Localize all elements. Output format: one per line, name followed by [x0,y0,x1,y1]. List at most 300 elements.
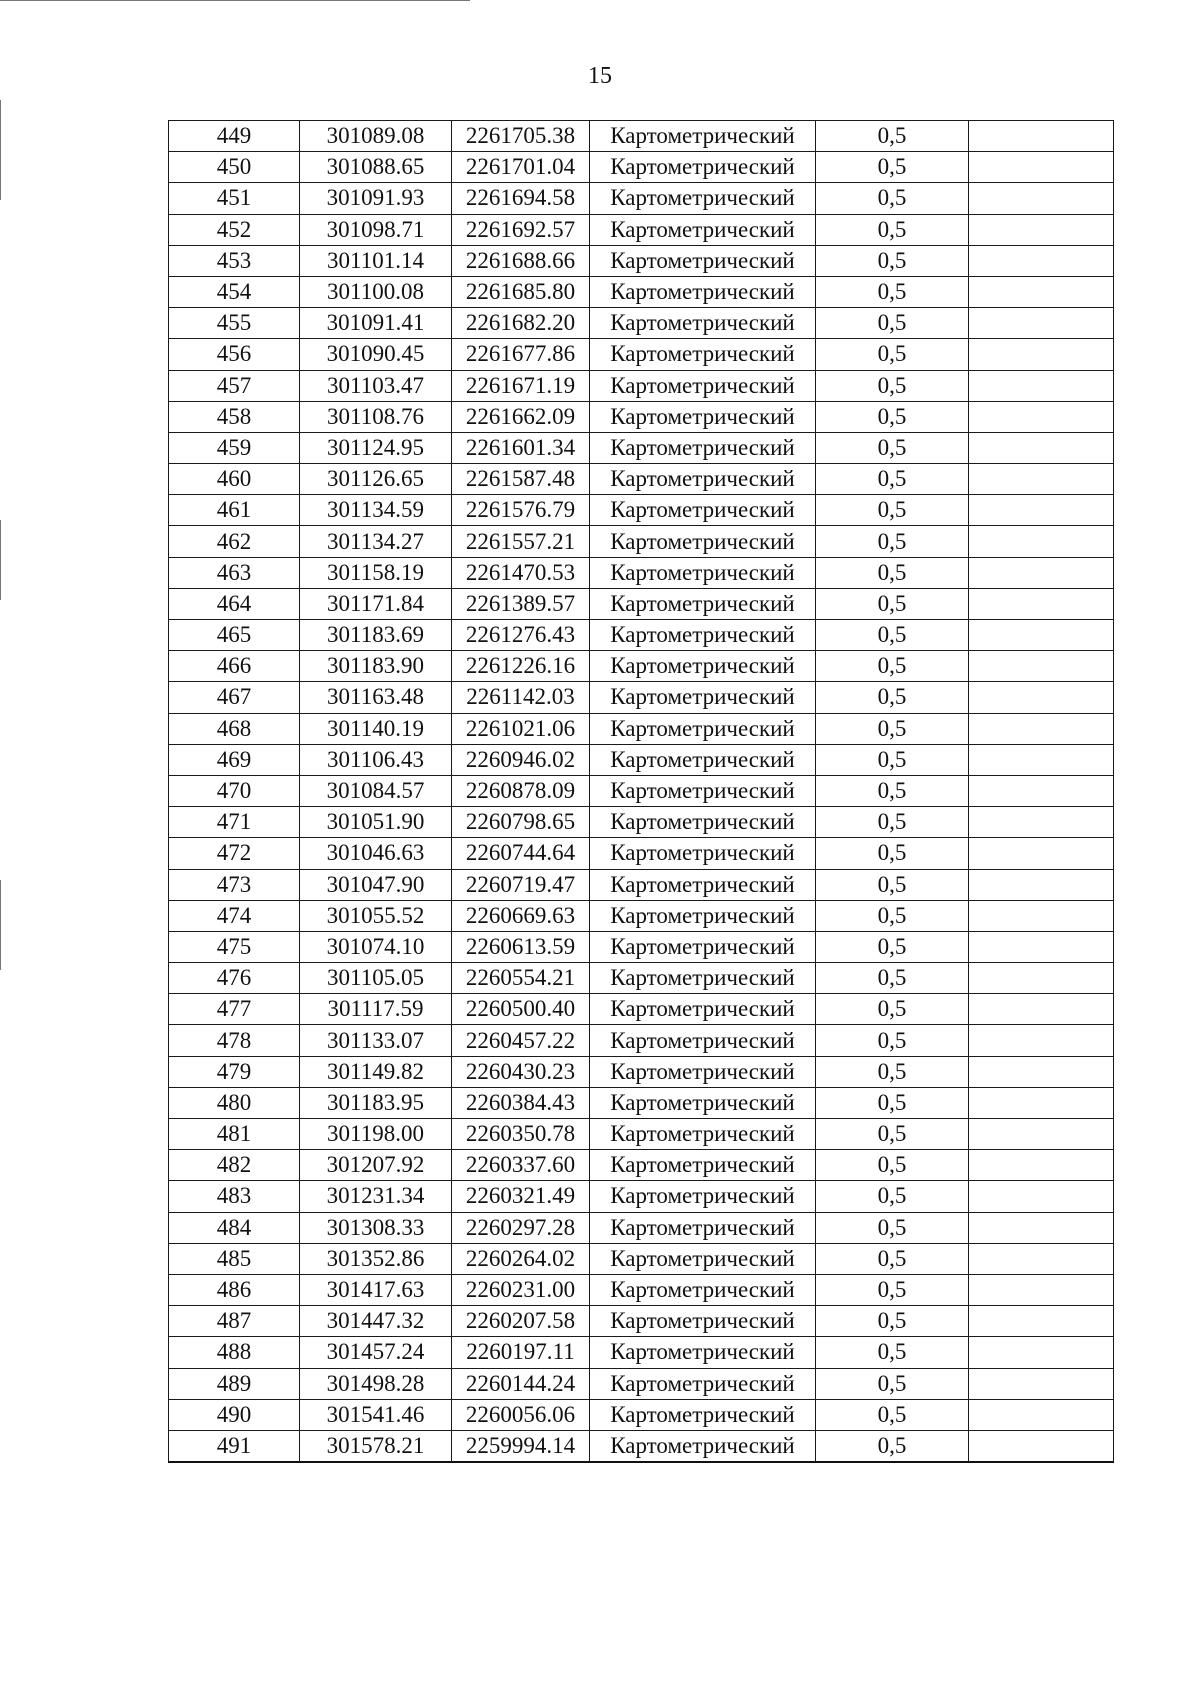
point-number-cell: 454 [169,276,300,307]
point-number-cell: 450 [169,152,300,183]
method-cell: Картометрический [590,432,816,463]
y-coordinate-cell: 2261662.09 [452,401,590,432]
method-cell: Картометрический [590,526,816,557]
accuracy-cell: 0,5 [816,339,969,370]
method-cell: Картометрический [590,931,816,962]
x-coordinate-cell: 301088.65 [300,152,452,183]
accuracy-cell: 0,5 [816,588,969,619]
point-number-cell: 474 [169,900,300,931]
table-row [169,276,1114,307]
note-cell [969,432,1114,463]
x-coordinate-cell: 301149.82 [300,1056,452,1087]
point-number-cell: 480 [169,1087,300,1118]
y-coordinate-cell: 2260264.02 [452,1243,590,1274]
point-number-cell: 460 [169,464,300,495]
note-cell [969,838,1114,869]
x-coordinate-cell: 301171.84 [300,588,452,619]
point-number-cell: 489 [169,1368,300,1399]
table-row [169,557,1114,588]
method-cell: Картометрический [590,963,816,994]
point-number-cell: 453 [169,245,300,276]
table-row [169,682,1114,713]
accuracy-cell: 0,5 [816,963,969,994]
point-number-cell: 476 [169,963,300,994]
method-cell: Картометрический [590,1212,816,1243]
point-number-cell: 469 [169,744,300,775]
note-cell [969,1056,1114,1087]
y-coordinate-cell: 2260430.23 [452,1056,590,1087]
note-cell [969,1337,1114,1368]
accuracy-cell: 0,5 [816,900,969,931]
accuracy-cell: 0,5 [816,1181,969,1212]
x-coordinate-cell: 301101.14 [300,245,452,276]
method-cell: Картометрический [590,1243,816,1274]
table-row [169,1399,1114,1430]
y-coordinate-cell: 2261587.48 [452,464,590,495]
note-cell [969,744,1114,775]
y-coordinate-cell: 2260500.40 [452,994,590,1025]
note-cell [969,1368,1114,1399]
accuracy-cell: 0,5 [816,495,969,526]
point-number-cell: 466 [169,651,300,682]
x-coordinate-cell: 301417.63 [300,1274,452,1305]
table-row [169,651,1114,682]
point-number-cell: 456 [169,339,300,370]
table-row [169,775,1114,806]
method-cell: Картометрический [590,1274,816,1305]
table-row [169,526,1114,557]
point-number-cell: 452 [169,214,300,245]
point-number-cell: 488 [169,1337,300,1368]
note-cell [969,869,1114,900]
x-coordinate-cell: 301124.95 [300,432,452,463]
method-cell: Картометрический [590,1368,816,1399]
note-cell [969,526,1114,557]
method-cell: Картометрический [590,1025,816,1056]
point-number-cell: 490 [169,1399,300,1430]
y-coordinate-cell: 2261692.57 [452,214,590,245]
point-number-cell: 486 [169,1274,300,1305]
point-number-cell: 451 [169,183,300,214]
point-number-cell: 477 [169,994,300,1025]
method-cell: Картометрический [590,1181,816,1212]
accuracy-cell: 0,5 [816,682,969,713]
point-number-cell: 465 [169,620,300,651]
method-cell: Картометрический [590,1150,816,1181]
method-cell: Картометрический [590,1087,816,1118]
note-cell [969,994,1114,1025]
method-cell: Картометрический [590,838,816,869]
method-cell: Картометрический [590,1306,816,1337]
method-cell: Картометрический [590,214,816,245]
point-number-cell: 473 [169,869,300,900]
note-cell [969,1181,1114,1212]
accuracy-cell: 0,5 [816,651,969,682]
y-coordinate-cell: 2261677.86 [452,339,590,370]
note-cell [969,682,1114,713]
accuracy-cell: 0,5 [816,464,969,495]
y-coordinate-cell: 2260231.00 [452,1274,590,1305]
note-cell [969,1399,1114,1430]
method-cell: Картометрический [590,245,816,276]
note-cell [969,807,1114,838]
accuracy-cell: 0,5 [816,838,969,869]
y-coordinate-cell: 2261226.16 [452,651,590,682]
note-cell [969,1430,1114,1462]
y-coordinate-cell: 2260144.24 [452,1368,590,1399]
note-cell [969,557,1114,588]
y-coordinate-cell: 2261021.06 [452,713,590,744]
x-coordinate-cell: 301103.47 [300,370,452,401]
table-row [169,1430,1114,1462]
method-cell: Картометрический [590,1119,816,1150]
table-row [169,432,1114,463]
y-coordinate-cell: 2261685.80 [452,276,590,307]
note-cell [969,152,1114,183]
method-cell: Картометрический [590,1056,816,1087]
note-cell [969,121,1114,152]
table-row [169,121,1114,152]
point-number-cell: 484 [169,1212,300,1243]
accuracy-cell: 0,5 [816,1087,969,1118]
note-cell [969,651,1114,682]
x-coordinate-cell: 301447.32 [300,1306,452,1337]
y-coordinate-cell: 2260719.47 [452,869,590,900]
accuracy-cell: 0,5 [816,276,969,307]
method-cell: Картометрический [590,1399,816,1430]
table-row [169,1368,1114,1399]
table-row [169,1306,1114,1337]
method-cell: Картометрический [590,1430,816,1462]
accuracy-cell: 0,5 [816,869,969,900]
x-coordinate-cell: 301098.71 [300,214,452,245]
table-row [169,370,1114,401]
point-number-cell: 468 [169,713,300,744]
point-number-cell: 487 [169,1306,300,1337]
x-coordinate-cell: 301134.27 [300,526,452,557]
x-coordinate-cell: 301047.90 [300,869,452,900]
y-coordinate-cell: 2261276.43 [452,620,590,651]
y-coordinate-cell: 2261705.38 [452,121,590,152]
method-cell: Картометрический [590,183,816,214]
accuracy-cell: 0,5 [816,526,969,557]
x-coordinate-cell: 301498.28 [300,1368,452,1399]
x-coordinate-cell: 301091.41 [300,308,452,339]
point-number-cell: 485 [169,1243,300,1274]
accuracy-cell: 0,5 [816,1399,969,1430]
x-coordinate-cell: 301183.69 [300,620,452,651]
y-coordinate-cell: 2260457.22 [452,1025,590,1056]
x-coordinate-cell: 301074.10 [300,931,452,962]
y-coordinate-cell: 2261142.03 [452,682,590,713]
point-number-cell: 481 [169,1119,300,1150]
x-coordinate-cell: 301183.90 [300,651,452,682]
y-coordinate-cell: 2261694.58 [452,183,590,214]
method-cell: Картометрический [590,744,816,775]
point-number-cell: 461 [169,495,300,526]
note-cell [969,183,1114,214]
y-coordinate-cell: 2260669.63 [452,900,590,931]
y-coordinate-cell: 2260297.28 [452,1212,590,1243]
method-cell: Картометрический [590,495,816,526]
y-coordinate-cell: 2260197.11 [452,1337,590,1368]
accuracy-cell: 0,5 [816,401,969,432]
x-coordinate-cell: 301207.92 [300,1150,452,1181]
point-number-cell: 462 [169,526,300,557]
scan-artifact-left-3 [0,880,1,970]
note-cell [969,1243,1114,1274]
point-number-cell: 470 [169,775,300,806]
accuracy-cell: 0,5 [816,1056,969,1087]
table-row [169,869,1114,900]
x-coordinate-cell: 301133.07 [300,1025,452,1056]
accuracy-cell: 0,5 [816,713,969,744]
accuracy-cell: 0,5 [816,214,969,245]
accuracy-cell: 0,5 [816,432,969,463]
table-row [169,1025,1114,1056]
note-cell [969,339,1114,370]
note-cell [969,276,1114,307]
method-cell: Картометрический [590,994,816,1025]
y-coordinate-cell: 2261682.20 [452,308,590,339]
x-coordinate-cell: 301090.45 [300,339,452,370]
note-cell [969,1274,1114,1305]
accuracy-cell: 0,5 [816,775,969,806]
note-cell [969,588,1114,619]
accuracy-cell: 0,5 [816,931,969,962]
method-cell: Картометрический [590,464,816,495]
y-coordinate-cell: 2261576.79 [452,495,590,526]
accuracy-cell: 0,5 [816,308,969,339]
table-row [169,464,1114,495]
accuracy-cell: 0,5 [816,807,969,838]
x-coordinate-cell: 301117.59 [300,994,452,1025]
method-cell: Картометрический [590,152,816,183]
x-coordinate-cell: 301051.90 [300,807,452,838]
x-coordinate-cell: 301231.34 [300,1181,452,1212]
y-coordinate-cell: 2260798.65 [452,807,590,838]
scan-artifact-top [0,0,470,1]
note-cell [969,1212,1114,1243]
point-number-cell: 458 [169,401,300,432]
y-coordinate-cell: 2260207.58 [452,1306,590,1337]
y-coordinate-cell: 2260321.49 [452,1181,590,1212]
note-cell [969,931,1114,962]
point-number-cell: 464 [169,588,300,619]
method-cell: Картометрический [590,869,816,900]
point-number-cell: 491 [169,1430,300,1462]
accuracy-cell: 0,5 [816,557,969,588]
method-cell: Картометрический [590,1337,816,1368]
table-row [169,744,1114,775]
point-number-cell: 472 [169,838,300,869]
table-row [169,620,1114,651]
table-row [169,1181,1114,1212]
table-row [169,807,1114,838]
y-coordinate-cell: 2261389.57 [452,588,590,619]
x-coordinate-cell: 301091.93 [300,183,452,214]
method-cell: Картометрический [590,713,816,744]
point-number-cell: 479 [169,1056,300,1087]
y-coordinate-cell: 2259994.14 [452,1430,590,1462]
method-cell: Картометрический [590,557,816,588]
coordinates-table-body [169,121,1114,1462]
y-coordinate-cell: 2260056.06 [452,1399,590,1430]
note-cell [969,245,1114,276]
table-row [169,1119,1114,1150]
accuracy-cell: 0,5 [816,370,969,401]
table-row [169,588,1114,619]
point-number-cell: 467 [169,682,300,713]
y-coordinate-cell: 2260350.78 [452,1119,590,1150]
point-number-cell: 449 [169,121,300,152]
y-coordinate-cell: 2261557.21 [452,526,590,557]
note-cell [969,401,1114,432]
table-row [169,1337,1114,1368]
x-coordinate-cell: 301134.59 [300,495,452,526]
accuracy-cell: 0,5 [816,1306,969,1337]
accuracy-cell: 0,5 [816,1430,969,1462]
point-number-cell: 471 [169,807,300,838]
method-cell: Картометрический [590,121,816,152]
point-number-cell: 463 [169,557,300,588]
y-coordinate-cell: 2261688.66 [452,245,590,276]
table-row [169,994,1114,1025]
x-coordinate-cell: 301046.63 [300,838,452,869]
note-cell [969,1150,1114,1181]
accuracy-cell: 0,5 [816,152,969,183]
method-cell: Картометрический [590,620,816,651]
table-row [169,245,1114,276]
accuracy-cell: 0,5 [816,1150,969,1181]
x-coordinate-cell: 301457.24 [300,1337,452,1368]
y-coordinate-cell: 2260554.21 [452,963,590,994]
table-row [169,963,1114,994]
x-coordinate-cell: 301108.76 [300,401,452,432]
accuracy-cell: 0,5 [816,245,969,276]
accuracy-cell: 0,5 [816,620,969,651]
method-cell: Картометрический [590,807,816,838]
x-coordinate-cell: 301163.48 [300,682,452,713]
point-number-cell: 478 [169,1025,300,1056]
table-row [169,1243,1114,1274]
note-cell [969,900,1114,931]
accuracy-cell: 0,5 [816,1243,969,1274]
method-cell: Картометрический [590,900,816,931]
accuracy-cell: 0,5 [816,121,969,152]
x-coordinate-cell: 301106.43 [300,744,452,775]
point-number-cell: 455 [169,308,300,339]
y-coordinate-cell: 2261470.53 [452,557,590,588]
note-cell [969,963,1114,994]
y-coordinate-cell: 2260946.02 [452,744,590,775]
coordinates-table [168,120,1114,1463]
table-row [169,152,1114,183]
x-coordinate-cell: 301084.57 [300,775,452,806]
page-number: 15 [588,63,612,89]
method-cell: Картометрический [590,308,816,339]
method-cell: Картометрический [590,775,816,806]
note-cell [969,495,1114,526]
x-coordinate-cell: 301578.21 [300,1430,452,1462]
table-row [169,931,1114,962]
method-cell: Картометрический [590,276,816,307]
accuracy-cell: 0,5 [816,1119,969,1150]
accuracy-cell: 0,5 [816,183,969,214]
table-row [169,183,1114,214]
method-cell: Картометрический [590,682,816,713]
accuracy-cell: 0,5 [816,1368,969,1399]
method-cell: Картометрический [590,651,816,682]
note-cell [969,464,1114,495]
y-coordinate-cell: 2261701.04 [452,152,590,183]
point-number-cell: 483 [169,1181,300,1212]
note-cell [969,620,1114,651]
scan-artifact-left-2 [0,520,1,600]
table-row [169,838,1114,869]
accuracy-cell: 0,5 [816,1025,969,1056]
table-row [169,1150,1114,1181]
point-number-cell: 475 [169,931,300,962]
x-coordinate-cell: 301100.08 [300,276,452,307]
table-row [169,339,1114,370]
note-cell [969,775,1114,806]
x-coordinate-cell: 301198.00 [300,1119,452,1150]
note-cell [969,1119,1114,1150]
table-row [169,1212,1114,1243]
table-row [169,1274,1114,1305]
x-coordinate-cell: 301158.19 [300,557,452,588]
method-cell: Картометрический [590,370,816,401]
table-row [169,713,1114,744]
method-cell: Картометрический [590,588,816,619]
x-coordinate-cell: 301126.65 [300,464,452,495]
point-number-cell: 482 [169,1150,300,1181]
x-coordinate-cell: 301541.46 [300,1399,452,1430]
y-coordinate-cell: 2261601.34 [452,432,590,463]
scan-artifact-left-1 [0,100,1,200]
x-coordinate-cell: 301140.19 [300,713,452,744]
note-cell [969,1306,1114,1337]
y-coordinate-cell: 2261671.19 [452,370,590,401]
accuracy-cell: 0,5 [816,744,969,775]
x-coordinate-cell: 301055.52 [300,900,452,931]
x-coordinate-cell: 301089.08 [300,121,452,152]
method-cell: Картометрический [590,339,816,370]
x-coordinate-cell: 301183.95 [300,1087,452,1118]
note-cell [969,713,1114,744]
x-coordinate-cell: 301105.05 [300,963,452,994]
x-coordinate-cell: 301308.33 [300,1212,452,1243]
table-row [169,900,1114,931]
y-coordinate-cell: 2260878.09 [452,775,590,806]
accuracy-cell: 0,5 [816,994,969,1025]
y-coordinate-cell: 2260613.59 [452,931,590,962]
table-row [169,1056,1114,1087]
point-number-cell: 459 [169,432,300,463]
y-coordinate-cell: 2260337.60 [452,1150,590,1181]
note-cell [969,1087,1114,1118]
table-row [169,214,1114,245]
note-cell [969,308,1114,339]
x-coordinate-cell: 301352.86 [300,1243,452,1274]
accuracy-cell: 0,5 [816,1337,969,1368]
note-cell [969,370,1114,401]
table-row [169,401,1114,432]
accuracy-cell: 0,5 [816,1212,969,1243]
accuracy-cell: 0,5 [816,1274,969,1305]
table-row [169,495,1114,526]
